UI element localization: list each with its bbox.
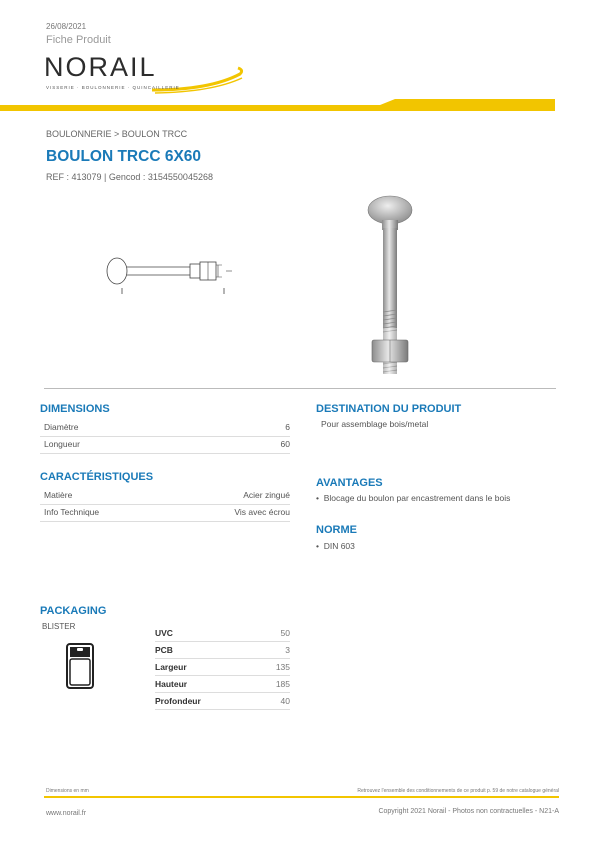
blister-icon xyxy=(66,643,94,689)
norme-item-text: DIN 603 xyxy=(323,541,355,551)
packaging-value: 3 xyxy=(285,645,290,655)
packaging-row-largeur xyxy=(155,658,290,676)
dimension-label: Longueur xyxy=(44,439,80,449)
product-reference: REF : 413079 | Gencod : 3154550045268 xyxy=(46,172,213,182)
packaging-row-profondeur xyxy=(155,692,290,710)
dimensions-note: Dimensions en mm xyxy=(46,788,89,794)
destination-text: Pour assemblage bois/metal xyxy=(321,419,429,429)
packaging-label: Profondeur xyxy=(155,696,201,706)
packaging-row-pcb xyxy=(155,641,290,659)
packaging-label: Hauteur xyxy=(155,679,188,689)
breadcrumb: BOULONNERIE > BOULON TRCC xyxy=(46,129,188,139)
section-divider xyxy=(44,388,556,389)
packaging-row-hauteur xyxy=(155,675,290,693)
packaging-type: BLISTER xyxy=(42,622,76,631)
packaging-label: Largeur xyxy=(155,662,187,672)
avantages-item-text: Blocage du boulon par encastrement dans le bois xyxy=(323,493,511,503)
caracteristique-row-info-technique xyxy=(40,507,290,522)
dimension-label: Diamètre xyxy=(44,422,79,432)
caracteristique-value: Acier zingué xyxy=(243,490,290,500)
bolt-technical-drawing xyxy=(100,250,240,296)
dimensions-heading: DIMENSIONS xyxy=(40,403,110,415)
dimension-value: 60 xyxy=(280,439,290,449)
catalogue-note: Retrouvez l'ensemble des conditionnements de ce produit p. 59 de notre catalogue général xyxy=(357,788,559,794)
packaging-value: 185 xyxy=(275,679,290,689)
website-link[interactable]: www.norail.fr xyxy=(46,810,87,817)
copyright-text: Copyright 2021 Norail - Photos non contractuelles - N21-A xyxy=(378,808,559,815)
packaging-label: PCB xyxy=(155,645,173,655)
packaging-value: 135 xyxy=(275,662,290,672)
packaging-row-uvc xyxy=(155,624,290,642)
packaging-value: 50 xyxy=(280,628,290,638)
caracteristique-label: Info Technique xyxy=(44,507,100,517)
brand-logo-text: NORAIL xyxy=(44,52,157,82)
footer-accent-line xyxy=(44,796,559,798)
caracteristique-label: Matière xyxy=(44,490,73,500)
dimension-row-diametre xyxy=(40,422,290,437)
caracteristiques-heading: CARACTÉRISTIQUES xyxy=(40,471,154,483)
packaging-heading: PACKAGING xyxy=(40,605,107,617)
destination-heading: DESTINATION DU PRODUIT xyxy=(316,403,462,415)
document-type: Fiche Produit xyxy=(46,34,111,46)
packaging-label: UVC xyxy=(155,628,173,638)
dimension-row-longueur xyxy=(40,439,290,454)
avantages-item: • Blocage du boulon par encastrement dans le bois xyxy=(316,493,511,503)
norme-item: • DIN 603 xyxy=(316,541,355,551)
document-date: 26/08/2021 xyxy=(46,22,87,31)
norme-heading: NORME xyxy=(316,524,357,536)
brand-tagline: VISSERIE · BOULONNERIE · QUINCAILLERIE xyxy=(46,85,180,90)
avantages-heading: AVANTAGES xyxy=(316,477,383,489)
product-title: BOULON TRCC 6X60 xyxy=(46,148,202,165)
logo-swoosh-icon xyxy=(150,60,250,96)
bolt-product-photo xyxy=(355,192,425,382)
caracteristique-row-matiere xyxy=(40,490,290,505)
caracteristique-value: Vis avec écrou xyxy=(234,507,290,517)
header-accent-bar xyxy=(0,99,555,111)
dimension-value: 6 xyxy=(285,422,290,432)
packaging-value: 40 xyxy=(280,696,290,706)
